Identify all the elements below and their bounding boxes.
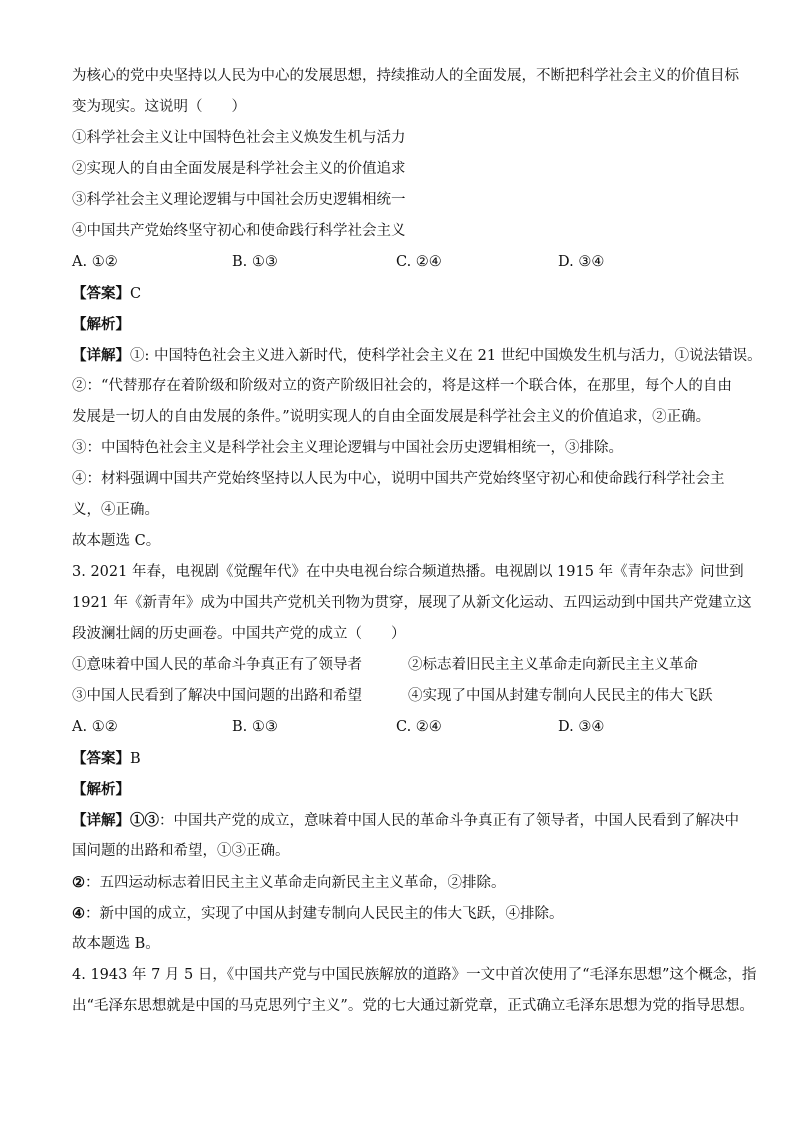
q2-answer [72, 278, 732, 309]
q3-stem-line: 1921 年《新青年》成为中国共产党机关刊物为贯穿，展现了从新文化运动、五四运动到中国共产党建立这 [72, 595, 752, 611]
answer-tag: 【答案】 [72, 750, 130, 767]
detail-tag: 【详解】 [72, 812, 130, 829]
q2-detail-line: ③：中国特色社会主义是科学社会主义理论逻辑与中国社会历史逻辑相统一，③排除。 [72, 440, 623, 456]
q3-answer [72, 743, 732, 774]
answer-tag: 【答案】 [72, 285, 130, 302]
q3-item: ①意味着中国人民的革命斗争真正有了领导者 [72, 657, 362, 673]
q2-stem-line: 为核心的党中央坚持以人民为中心的发展思想，持续推动人的全面发展，不断把科学社会主义的价值目标 [72, 68, 739, 84]
answer-value: B [130, 751, 141, 767]
q3-conclusion: 故本题选 B。 [72, 936, 160, 952]
q3-stem-line: 段波澜壮阔的历史画卷。中国共产党的成立（ ） [72, 626, 406, 642]
q3-option-d: D. ③④ [558, 719, 605, 735]
analysis-tag: 【解析】 [72, 316, 130, 333]
q4-stem-line: 出“毛泽东思想就是中国的马克思列宁主义”。党的七大通过新党章，正式确立毛泽东思想为党的指导思想。 [72, 998, 754, 1014]
q2-option-d: D. ③④ [558, 254, 605, 270]
q3-stem-line: 3. 2021 年春，电视剧《觉醒年代》在中央电视台综合频道热播。电视剧以 1915 年《青年杂志》问世到 [72, 564, 744, 580]
detail-tag: 【详解】 [72, 347, 130, 364]
q3-detail-line [72, 898, 732, 929]
q3-items-row [72, 681, 732, 712]
q2-item: ①科学社会主义让中国特色社会主义焕发生机与活力 [72, 130, 406, 146]
q2-options [72, 247, 732, 278]
q2-item: ②实现人的自由全面发展是科学社会主义的价值追求 [72, 161, 406, 177]
detail-text: ：中国共产党的成立，意味着中国人民的革命斗争真正有了领导者，中国人民看到了解决中 [159, 813, 739, 829]
detail-text: ：五四运动标志着旧民主主义革命走向新民主主义革命，②排除。 [85, 875, 506, 891]
analysis-tag: 【解析】 [72, 781, 130, 798]
detail-mark: ①③ [130, 812, 159, 829]
q2-detail-line [72, 340, 762, 371]
q2-detail-line: 义，④正确。 [72, 502, 159, 518]
q2-option-b: B. ①③ [232, 254, 278, 270]
detail-text: ①: 中国特色社会主义进入新时代，使科学社会主义在 21 世纪中国焕发生机与活力，①说法错误。 [130, 348, 762, 364]
detail-mark: ④ [72, 905, 85, 922]
q3-option-a: A. ①② [72, 719, 118, 735]
detail-text: ：新中国的成立，实现了中国从封建专制向人民民主的伟大飞跃，④排除。 [85, 906, 564, 922]
answer-value: C [130, 286, 142, 302]
q2-detail-line: ④：材料强调中国共产党始终坚持以人民为中心，说明中国共产党始终坚守初心和使命践行科学社会主 [72, 471, 725, 487]
q2-stem-line: 变为现实。这说明（ ） [72, 99, 246, 115]
q2-option-a: A. ①② [72, 254, 118, 270]
q2-detail-line: ②：“代替那存在着阶级和阶级对立的资产阶级旧社会的，将是这样一个联合体，在那里，每个人的自由 [72, 378, 732, 394]
q3-items-row [72, 650, 732, 681]
q2-conclusion: 故本题选 C。 [72, 533, 161, 549]
q3-detail-line: 国问题的出路和希望，①③正确。 [72, 843, 290, 859]
detail-mark: ② [72, 874, 85, 891]
q4-stem-line: 4. 1943 年 7 月 5 日，《中国共产党与中国民族解放的道路》一文中首次使用了“毛泽东思想”这个概念，指 [72, 967, 757, 983]
q3-option-b: B. ①③ [232, 719, 278, 735]
q3-item: ④实现了中国从封建专制向人民民主的伟大飞跃 [408, 688, 713, 704]
q2-detail-line: 发展是一切人的自由发展的条件。”说明实现人的自由全面发展是科学社会主义的价值追求，②正确。 [72, 409, 711, 425]
q3-item: ②标志着旧民主主义革命走向新民主主义革命 [408, 657, 698, 673]
q3-item: ③中国人民看到了解决中国问题的出路和希望 [72, 688, 362, 704]
document-page [72, 61, 762, 1022]
q3-option-c: C. ②④ [396, 719, 442, 735]
q3-detail-line [72, 867, 732, 898]
q3-options [72, 712, 732, 743]
q2-option-c: C. ②④ [396, 254, 442, 270]
q3-detail-line [72, 805, 739, 836]
q2-item: ④中国共产党始终坚守初心和使命践行科学社会主义 [72, 223, 406, 239]
q2-item: ③科学社会主义理论逻辑与中国社会历史逻辑相统一 [72, 192, 406, 208]
